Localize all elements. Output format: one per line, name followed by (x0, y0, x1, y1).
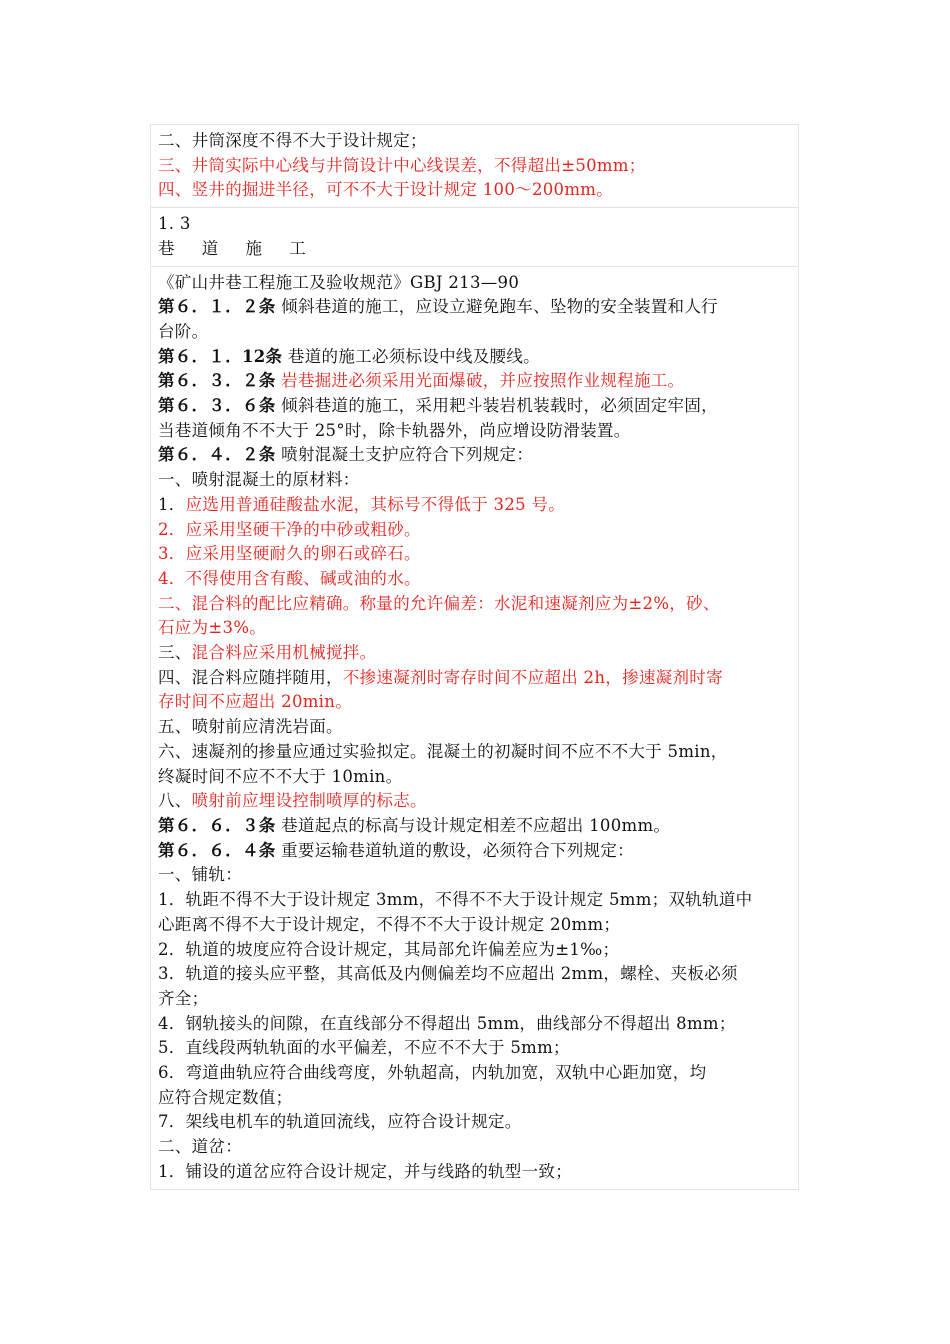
text-line (158, 567, 792, 592)
line-text: 六、速凝剂的掺量应通过实验拟定。混凝土的初凝时间不应不不大于 5min， (158, 741, 728, 761)
section-body (151, 267, 798, 1189)
text-line (158, 1086, 792, 1111)
article-number: 第６．４．２条 (158, 445, 276, 465)
line-prefix: 1． (158, 494, 186, 514)
document-table (150, 124, 799, 1190)
section-top (151, 125, 798, 208)
text-line (158, 1160, 792, 1185)
text-line (158, 938, 792, 963)
text-line (158, 468, 792, 493)
text-line (158, 1061, 792, 1086)
text-line (158, 369, 792, 394)
text-line (158, 542, 792, 567)
text-line (158, 666, 792, 691)
line-text: 存时间不应超出 20min。 (158, 692, 352, 712)
text-line (158, 863, 792, 888)
line-text: 倾斜巷道的施工，采用耙斗装岩机装载时，必须固定牢固， (275, 396, 718, 416)
text-line (158, 888, 792, 913)
line-text: 应符合规定数值； (158, 1087, 293, 1107)
text-line: 二、井筒深度不得不大于设计规定； (158, 131, 427, 150)
article-number: 第６．３．６条 (158, 396, 276, 416)
article-number: 第６．６．４条 (158, 840, 276, 860)
source-reference: 《矿山井巷工程施工及验收规范》GBJ 213—90 (158, 272, 520, 292)
text-line (158, 1135, 792, 1160)
text-line: 四、竖井的掘进半径，可不不大于设计规定 100～200mm。 (158, 180, 614, 200)
line-text: 2．轨道的坡度应符合设计规定，其局部允许偏差应为±1‰； (158, 939, 620, 959)
line-text: 1．轨距不得不大于设计规定 3mm，不得不不大于设计规定 5mm；双轨轨道中 (158, 890, 753, 910)
text-line (158, 839, 792, 864)
line-text: 二、道岔： (158, 1137, 242, 1157)
line-text: 当巷道倾角不不大于 25°时，除卡轨器外，尚应增设防滑装置。 (158, 420, 631, 440)
text-line (158, 987, 792, 1012)
text-line (158, 715, 792, 740)
article-number: 第６．１．12条 (158, 346, 283, 366)
line-text: 4．不得使用含有酸、碱或油的水。 (158, 568, 421, 588)
line-text: 1．铺设的道岔应符合设计规定，并与线路的轨型一致； (158, 1161, 572, 1181)
text-line (158, 592, 792, 617)
section-header (151, 208, 798, 266)
line-text: 应选用普通硅酸盐水泥，其标号不得低于 325 号。 (185, 494, 566, 514)
text-line (158, 814, 792, 839)
article-number: 第６．３．２条 (158, 371, 276, 391)
line-text: 巷道起点的标高与设计规定相差不应超出 100mm。 (275, 815, 671, 835)
line-prefix: 三、 (158, 643, 192, 663)
text-line (158, 518, 792, 543)
line-text: 五、喷射前应清洗岩面。 (158, 717, 343, 737)
text-line (158, 320, 792, 345)
line-text: 巷道的施工必须标设中线及腰线。 (282, 346, 540, 366)
line-text: 心距离不得不大于设计规定，不得不不大于设计规定 20mm； (158, 914, 621, 934)
text-line (158, 1036, 792, 1061)
section-number: 1. 3 (158, 214, 191, 234)
text-line (158, 1110, 792, 1135)
line-text: 3．轨道的接头应平整，其高低及内侧偏差均不应超出 2mm，螺栓、夹板必须 (158, 964, 738, 984)
text-line (158, 419, 792, 444)
text-line (158, 616, 792, 641)
text-line: 三、井筒实际中心线与井筒设计中心线误差，不得超出±50mm； (158, 155, 646, 175)
line-text: 不掺速凝剂时寄存时间不应超出 2h，掺速凝剂时寄 (342, 667, 723, 687)
line-text: 重要运输巷道轨道的敷设，必须符合下列规定： (275, 840, 634, 860)
line-text: 齐全； (158, 988, 209, 1008)
line-prefix: 八、 (158, 791, 192, 811)
text-line (158, 295, 792, 320)
text-line (158, 913, 792, 938)
line-text: 石应为±3%。 (158, 618, 267, 638)
line-text: 6．弯道曲轨应符合曲线弯度，外轨超高，内轨加宽，双轨中心距加宽，均 (158, 1063, 707, 1083)
line-text: 2．应采用坚硬干净的中砂或粗砂。 (158, 519, 421, 539)
section-title: 巷 道 施 工 (158, 238, 317, 258)
text-line (158, 1012, 792, 1037)
line-text: 7．架线电机车的轨道回流线，应符合设计规定。 (158, 1112, 522, 1132)
text-line (158, 690, 792, 715)
line-text: 倾斜巷道的施工，应设立避免跑车、坠物的安全装置和人行 (275, 297, 718, 317)
line-text: 混合料应采用机械搅拌。 (191, 643, 377, 663)
line-text: 喷射前应埋设控制喷厚的标志。 (191, 791, 427, 811)
article-number: 第６．６．３条 (158, 815, 276, 835)
text-line (158, 641, 792, 666)
line-text: 5．直线段两轨轨面的水平偏差，不应不不大于 5mm； (158, 1038, 570, 1058)
text-line (158, 740, 792, 765)
line-text: 3．应采用坚硬耐久的卵石或碎石。 (158, 544, 421, 564)
line-text: 一、铺轨： (158, 865, 242, 885)
text-line (158, 962, 792, 987)
text-line (158, 765, 792, 790)
line-text: 二、混合料的配比应精确。称量的允许偏差：水泥和速凝剂应为±2%，砂、 (158, 593, 720, 613)
text-line (158, 789, 792, 814)
article-number: 第６．１．２条 (158, 297, 276, 317)
line-text: 台阶。 (158, 321, 209, 341)
line-text: 岩巷掘进必须采用光面爆破，并应按照作业规程施工。 (275, 371, 685, 391)
line-text: 一、喷射混凝土的原材料： (158, 470, 360, 490)
line-text: 终凝时间不应不不大于 10min。 (158, 766, 403, 786)
line-prefix: 四、混合料应随拌随用， (158, 667, 343, 687)
text-line (158, 493, 792, 518)
line-text: 喷射混凝土支护应符合下列规定： (275, 445, 534, 465)
line-text: 4．钢轨接头的间隙，在直线部分不得超出 5mm，曲线部分不得超出 8mm； (158, 1013, 736, 1033)
text-line (158, 345, 792, 370)
text-line (158, 443, 792, 468)
text-line (158, 394, 792, 419)
